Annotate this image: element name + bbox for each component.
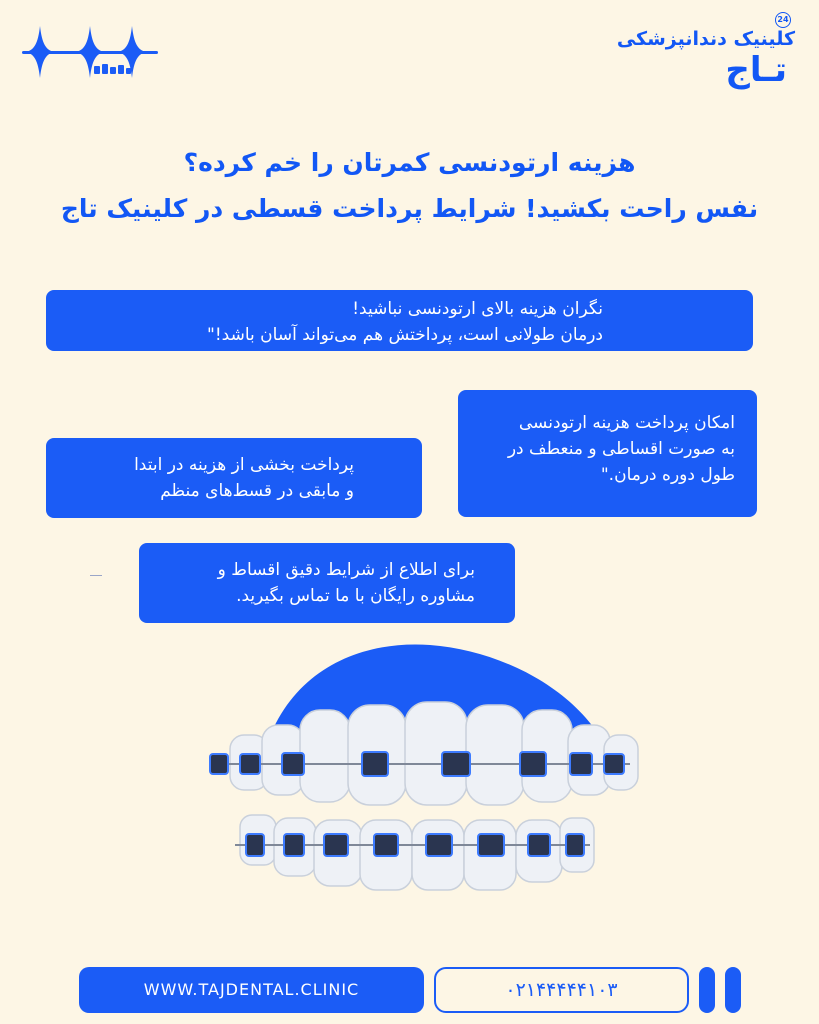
card-text: پرداخت بخشی از هزینه در ابتدا [134, 455, 354, 475]
contact-card [139, 543, 515, 623]
tooth-crown-logo-icon [20, 20, 160, 82]
card-text: امکان پرداخت هزینه ارتودنسی [518, 413, 735, 433]
divider [90, 575, 102, 576]
card-text: مشاوره رایگان با ما تماس بگیرید. [236, 586, 475, 606]
braces-teeth-illustration [190, 640, 640, 905]
installment-option-card [458, 390, 757, 517]
card-text: نگران هزینه بالای ارتودنسی نباشید! [352, 299, 603, 319]
decorative-pill [699, 967, 715, 1013]
reassurance-card [46, 290, 753, 351]
title-line-1: هزینه ارتودنسی کمرتان را خم کرده؟ [183, 148, 636, 177]
website-link[interactable]: WWW.TAJDENTAL.CLINIC [79, 967, 424, 1013]
brand-subtitle: کلینیک دندانپزشکی [616, 28, 795, 50]
card-text: درمان طولانی است، پرداختش هم می‌تواند آسان باشد!" [207, 325, 603, 345]
24-hour-badge: 24 [775, 12, 791, 28]
card-text: و مابقی در قسط‌های منظم [160, 481, 354, 501]
page-title [40, 140, 779, 232]
card-text: به صورت اقساطی و منعطف در [507, 439, 735, 459]
decorative-pill [725, 967, 741, 1013]
card-text: طول دوره درمان." [600, 465, 735, 485]
title-line-2: نفس راحت بکشید! شرایط پرداخت قسطی در کلینیک تاج [60, 194, 759, 223]
phone-number[interactable]: ۰۲۱۴۴۴۴۴۱۰۳ [434, 967, 689, 1013]
down-payment-card [46, 438, 422, 518]
brand-name: تـاج [725, 50, 787, 90]
clinic-brand [595, 12, 795, 92]
card-text: برای اطلاع از شرایط دقیق اقساط و [217, 560, 475, 580]
